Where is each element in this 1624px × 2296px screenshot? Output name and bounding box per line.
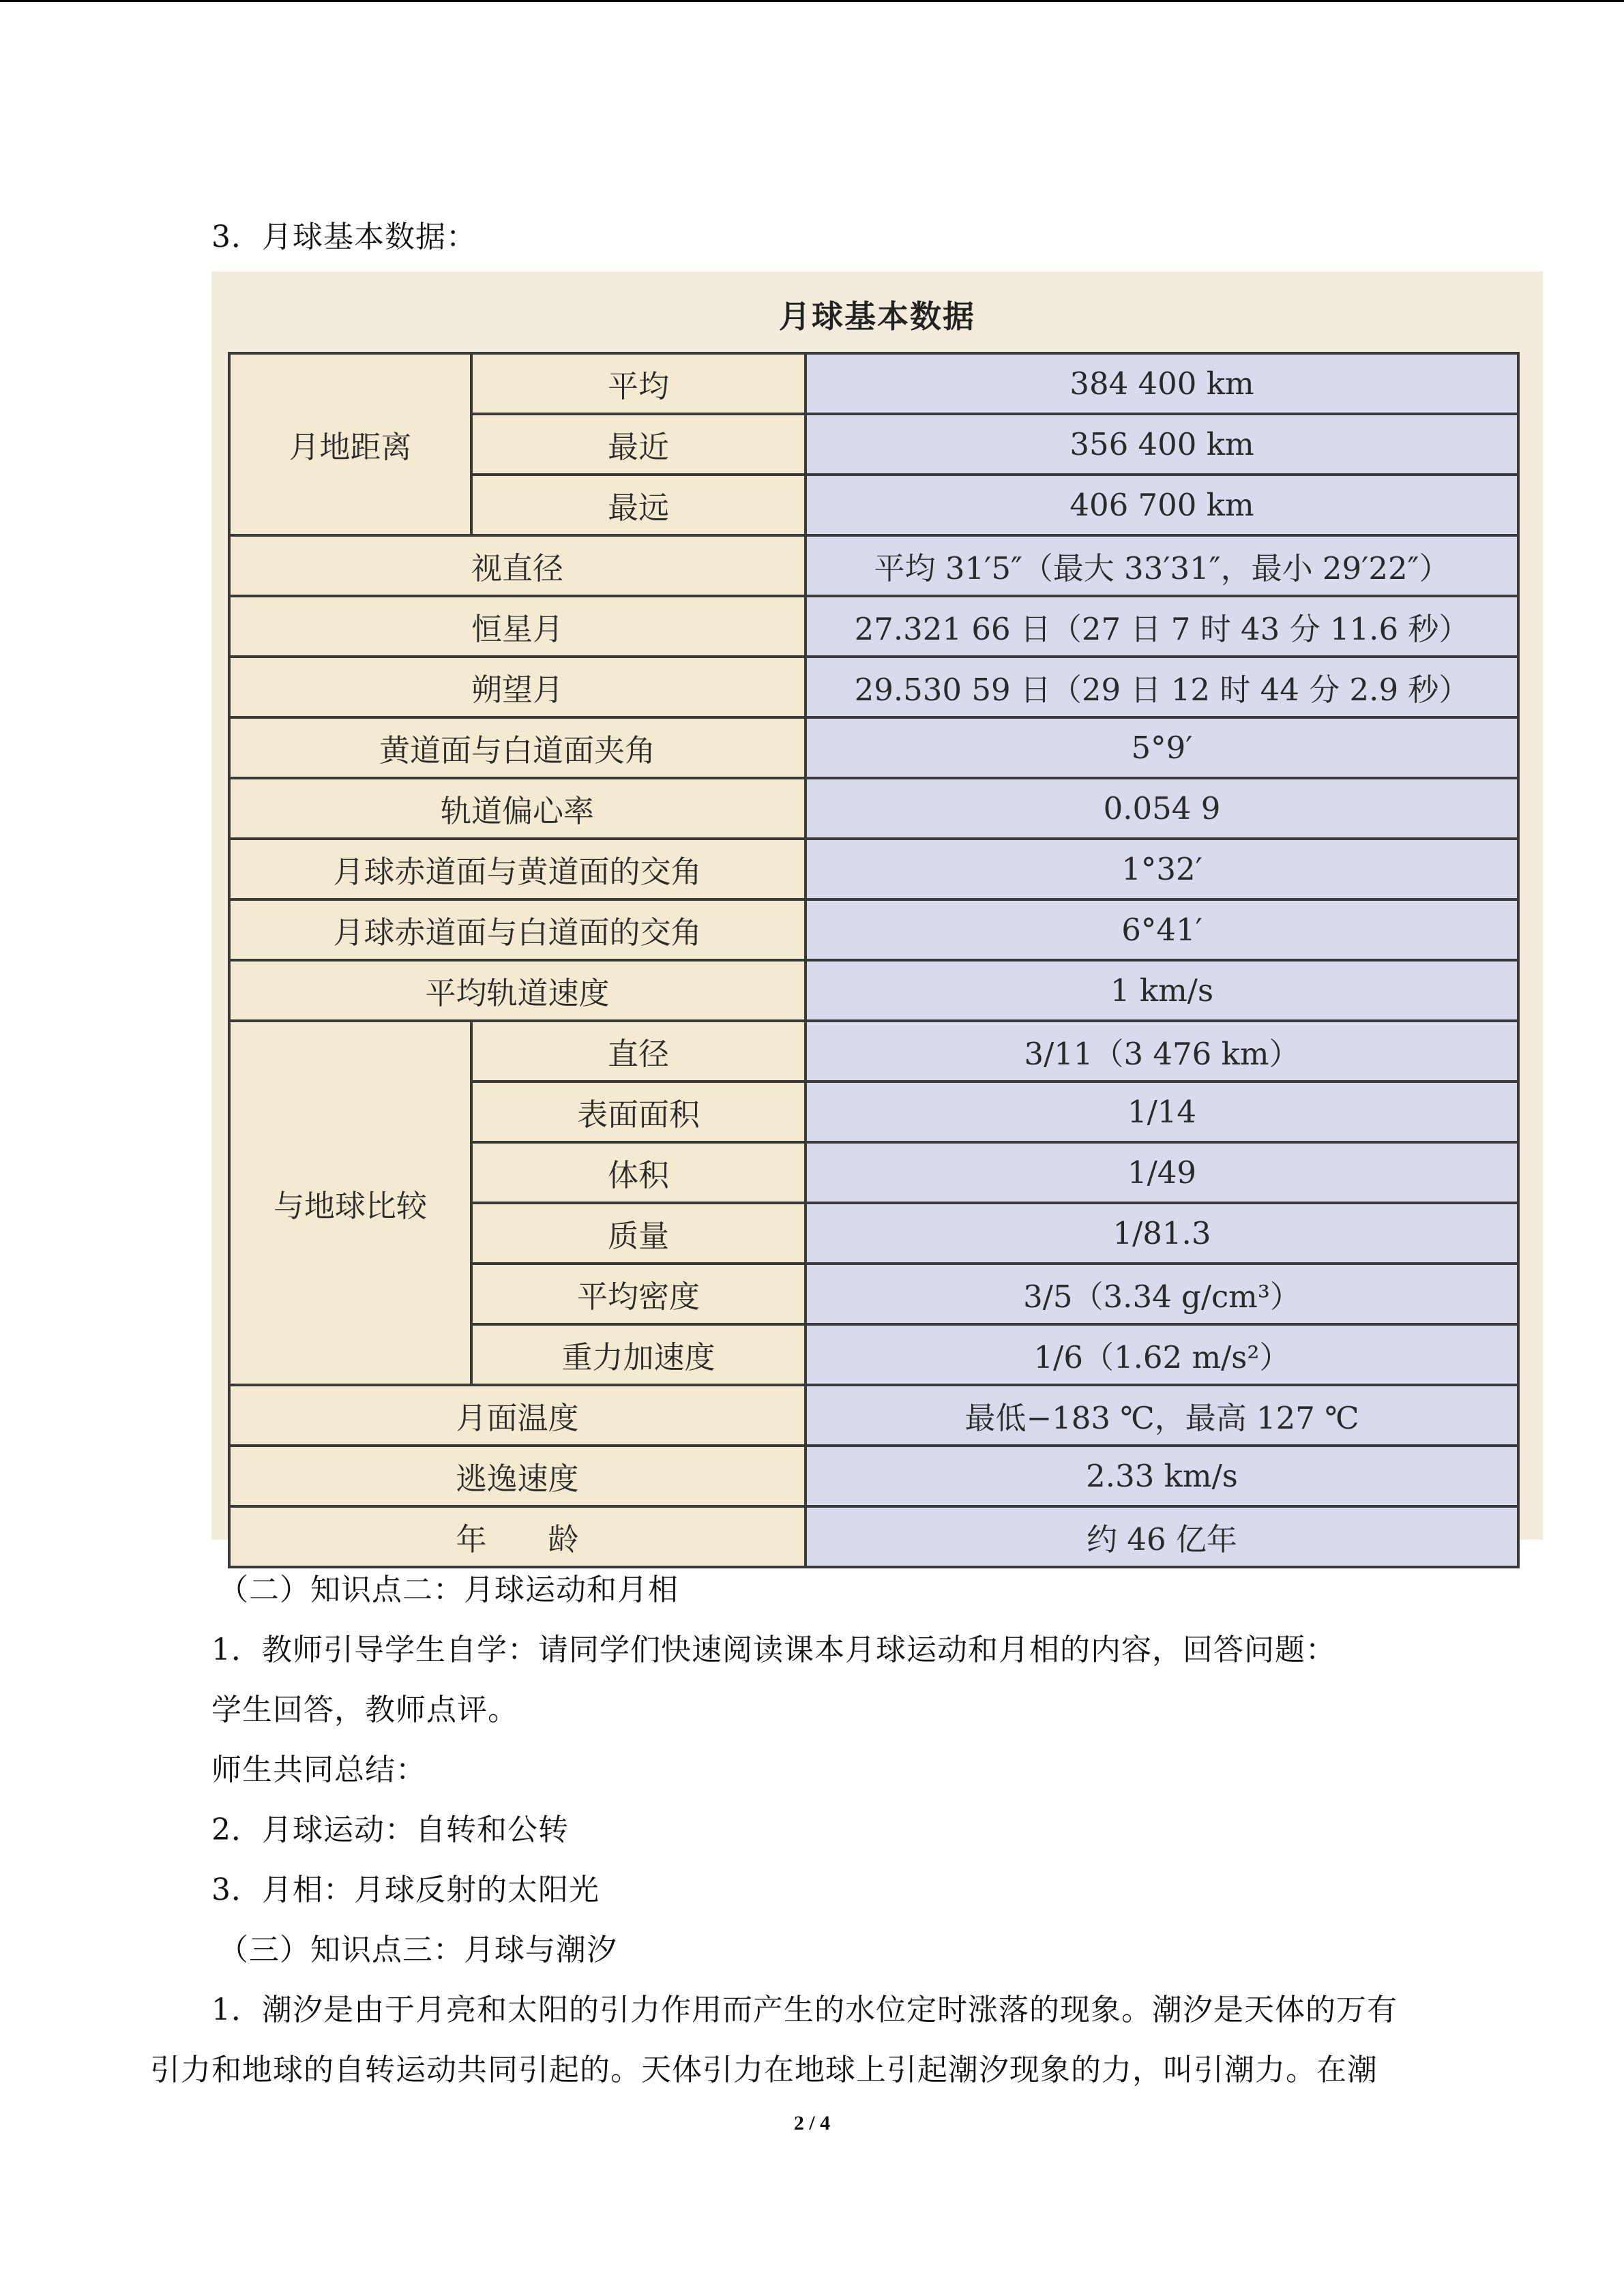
row-label: 质量 <box>471 1203 806 1264</box>
section-heading: 3．月球基本数据： <box>211 220 477 254</box>
row-label: 月球赤道面与白道面的交角 <box>229 899 806 960</box>
row-value: 6°41′ <box>806 899 1518 960</box>
row-value: 1°32′ <box>806 839 1518 899</box>
row-label: 视直径 <box>229 535 806 596</box>
row-label: 平均密度 <box>471 1264 806 1324</box>
row-value: 1/49 <box>806 1142 1518 1203</box>
table-row <box>229 1021 1518 1082</box>
row-label: 平均轨道速度 <box>229 960 806 1021</box>
row-label: 最远 <box>471 475 806 535</box>
table-row <box>229 778 1518 839</box>
table-row <box>229 353 1518 414</box>
row-value: 1 km/s <box>806 960 1518 1021</box>
row-label: 朔望月 <box>229 657 806 717</box>
row-value: 3/5（3.34 g/cm³） <box>806 1264 1518 1324</box>
row-value: 1/14 <box>806 1082 1518 1142</box>
row-value: 3/11（3 476 km） <box>806 1021 1518 1082</box>
table-row <box>229 899 1518 960</box>
table-row <box>229 1506 1518 1567</box>
row-value: 27.321 66 日（27 日 7 时 43 分 11.6 秒） <box>806 596 1518 657</box>
row-value: 1/6（1.62 m/s²） <box>806 1324 1518 1385</box>
row-value: 5°9′ <box>806 717 1518 778</box>
table-row <box>229 535 1518 596</box>
row-label: 月面温度 <box>229 1385 806 1446</box>
row-value: 平均 31′5″（最大 33′31″，最小 29′22″） <box>806 535 1518 596</box>
page-number: 2 / 4 <box>793 2112 831 2134</box>
row-label: 体积 <box>471 1142 806 1203</box>
moon-data-table <box>228 352 1520 1568</box>
table-title: 月球基本数据 <box>779 298 975 335</box>
table-row <box>229 596 1518 657</box>
row-value: 29.530 59 日（29 日 12 时 44 分 2.9 秒） <box>806 657 1518 717</box>
paragraph: 3．月相：月球反射的太阳光 <box>211 1873 600 1907</box>
paragraph: 1．教师引导学生自学：请同学们快速阅读课本月球运动和月相的内容，回答问题： <box>211 1632 1336 1667</box>
row-value: 2.33 km/s <box>806 1446 1518 1506</box>
table-row <box>229 1446 1518 1506</box>
row-label: 表面面积 <box>471 1082 806 1142</box>
row-label: 平均 <box>471 353 806 414</box>
row-value: 406 700 km <box>806 475 1518 535</box>
row-value: 最低−183 ℃，最高 127 ℃ <box>806 1385 1518 1446</box>
row-label: 逃逸速度 <box>229 1446 806 1506</box>
row-label: 恒星月 <box>229 596 806 657</box>
paragraph: 师生共同总结： <box>211 1753 426 1787</box>
row-label: 月球赤道面与黄道面的交角 <box>229 839 806 899</box>
table-row <box>229 1385 1518 1446</box>
row-label: 年 龄 <box>229 1506 806 1567</box>
row-value: 384 400 km <box>806 353 1518 414</box>
table-row <box>229 657 1518 717</box>
row-value: 1/81.3 <box>806 1203 1518 1264</box>
row-label: 轨道偏心率 <box>229 778 806 839</box>
top-rule <box>0 0 1624 2</box>
paragraph: 2．月球运动：自转和公转 <box>211 1813 569 1847</box>
group-label-distance: 月地距离 <box>229 353 471 535</box>
row-label: 最近 <box>471 414 806 475</box>
row-value: 约 46 亿年 <box>806 1506 1518 1567</box>
group-label-compare: 与地球比较 <box>229 1021 471 1385</box>
subsection-heading: （三）知识点三：月球与潮汐 <box>218 1933 617 1967</box>
moon-data-table-image <box>211 271 1543 1557</box>
paragraph: 1．潮汐是由于月亮和太阳的引力作用而产生的水位定时涨落的现象。潮汐是天体的万有 <box>211 1993 1398 2027</box>
row-value: 356 400 km <box>806 414 1518 475</box>
table-row <box>229 839 1518 899</box>
row-label: 黄道面与白道面夹角 <box>229 717 806 778</box>
subsection-heading: （二）知识点二：月球运动和月相 <box>218 1572 679 1607</box>
row-label: 重力加速度 <box>471 1324 806 1385</box>
paragraph: 引力和地球的自转运动共同引起的。天体引力在地球上引起潮汐现象的力，叫引潮力。在潮 <box>150 2053 1378 2087</box>
row-value: 0.054 9 <box>806 778 1518 839</box>
paragraph: 学生回答，教师点评。 <box>211 1693 518 1727</box>
table-row <box>229 960 1518 1021</box>
table-row <box>229 717 1518 778</box>
row-label: 直径 <box>471 1021 806 1082</box>
